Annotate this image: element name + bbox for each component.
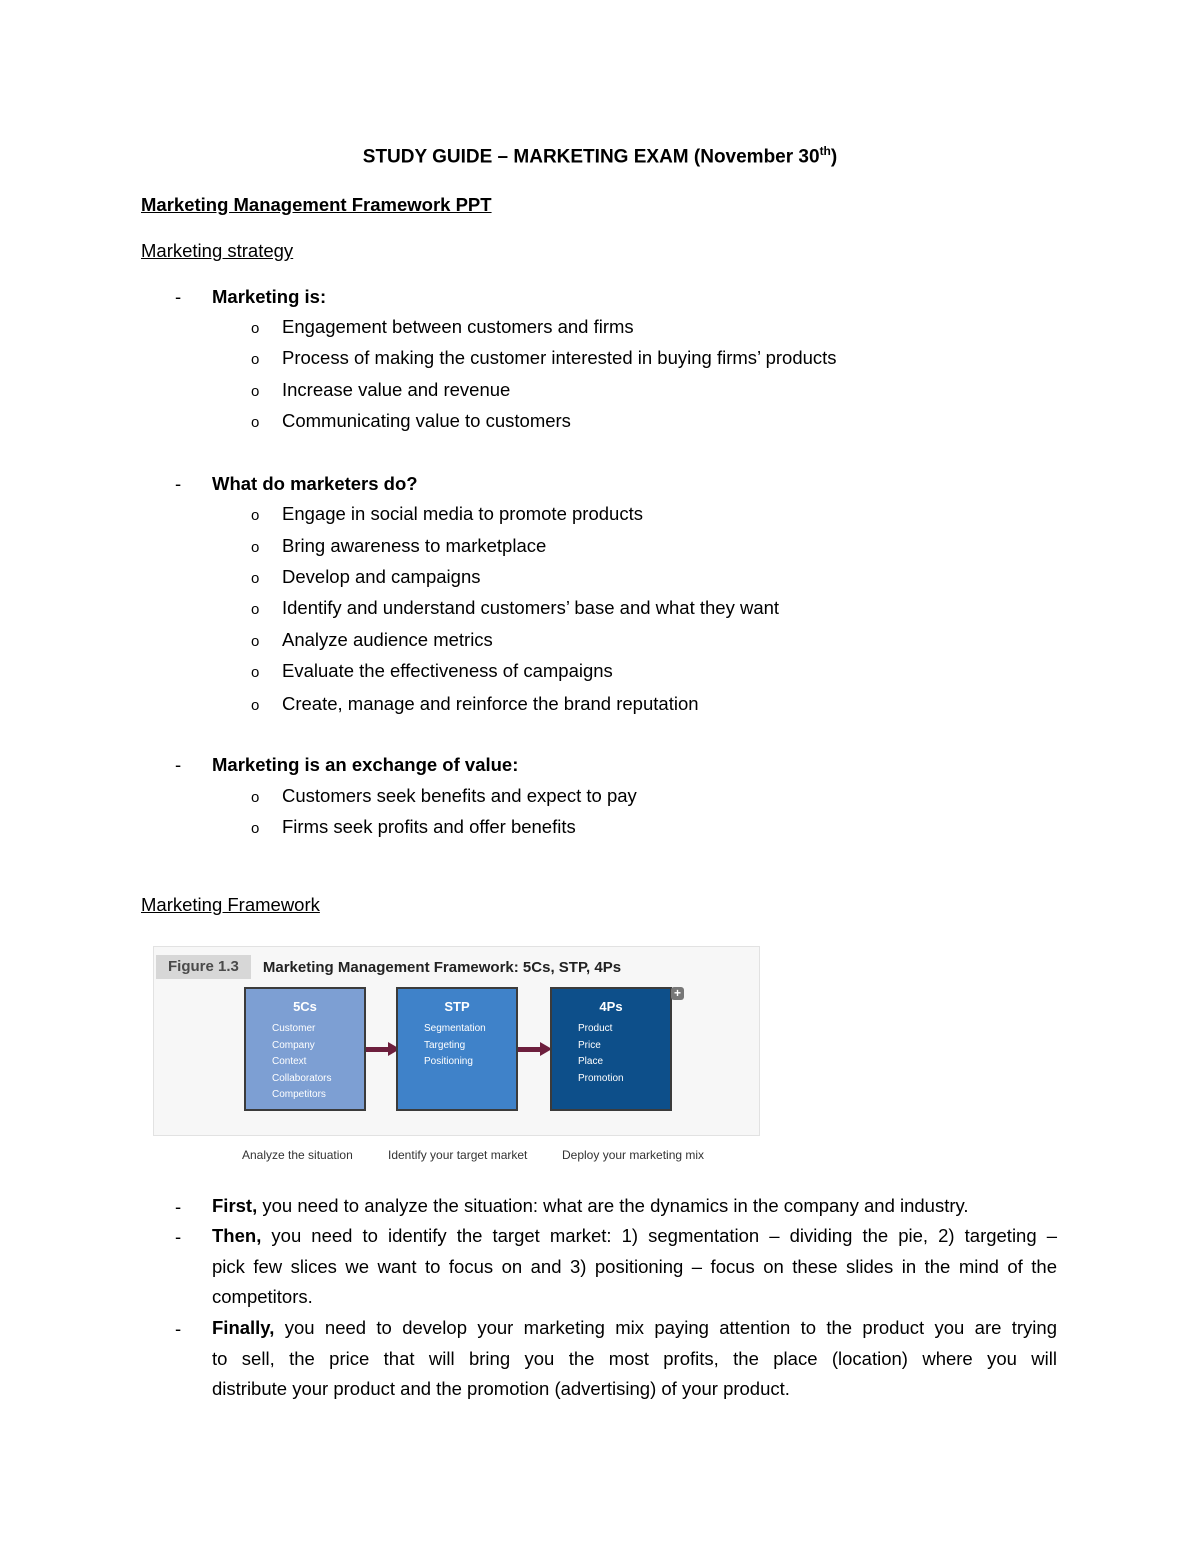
box-line: Product — [578, 1023, 613, 1034]
bullet-dash: - — [175, 286, 182, 307]
sub-bullet-marker: o — [251, 539, 260, 556]
box-line: Context — [272, 1056, 307, 1067]
box-line: Company — [272, 1039, 315, 1051]
box-lines — [578, 1021, 624, 1087]
bullet-dash: - — [175, 473, 182, 494]
arrow-right-icon — [518, 1045, 554, 1053]
sub-bullet-text: Customers seek benefits and expect to pay — [282, 785, 637, 806]
bullet-label: Marketing is: — [212, 286, 327, 307]
sub-bullet-marker: o — [251, 697, 260, 714]
framework-point-first: First, you need to analyze the situation: what are the dynamics in the company and industry. — [212, 1195, 969, 1216]
figure-number: Figure 1.3 — [156, 955, 251, 979]
figure-caption: Identify your target market — [388, 1148, 528, 1162]
figure-caption: Deploy your marketing mix — [562, 1148, 705, 1162]
sub-bullet-text: Identify and understand customers’ base and what they want — [282, 597, 780, 618]
box-line: Targeting — [424, 1039, 466, 1051]
framework-figure — [153, 946, 760, 1136]
box-title: 4Ps — [599, 999, 623, 1014]
box-lines — [424, 1021, 486, 1071]
bullet-label: Marketing is an exchange of value: — [212, 754, 519, 775]
bullet-dash: - — [175, 1318, 182, 1339]
sub-bullet-marker: o — [251, 320, 260, 337]
sub-bullet-text: Bring awareness to marketplace — [282, 535, 547, 556]
box-line: Collaborators — [272, 1072, 332, 1084]
page-title: STUDY GUIDE – MARKETING EXAM (November 30th) — [362, 144, 838, 168]
bullet-dash: - — [175, 754, 182, 775]
sub-bullet-marker: o — [251, 789, 260, 806]
box-5cs — [244, 987, 366, 1111]
sub-bullet-text: Engage in social media to promote products — [282, 503, 643, 524]
sub-bullet-marker: o — [251, 664, 260, 681]
sub-bullet-text: Firms seek profits and offer benefits — [282, 816, 576, 837]
section-heading: Marketing Management Framework PPT — [141, 194, 492, 215]
sub-bullet-text: Engagement between customers and firms — [282, 316, 634, 337]
box-line: Place — [578, 1056, 604, 1067]
box-title: STP — [444, 999, 470, 1014]
box-line: Price — [578, 1039, 601, 1051]
sub-bullet-marker: o — [251, 351, 260, 368]
sub-bullet-marker: o — [251, 633, 260, 650]
sub-bullet-text: Process of making the customer interested in buying firms’ products — [282, 347, 837, 368]
sub-bullet-marker: o — [251, 601, 260, 618]
expand-plus-icon[interactable]: + — [671, 987, 684, 1000]
box-line: Competitors — [272, 1089, 326, 1100]
bullet-dash: - — [175, 1196, 182, 1217]
framework-point-finally: Finally, you need to develop your marketing mix paying attention to the product you are trying to sell, the price that will bring you the most profits, the place (location) where you will distribute your product and the promotion (advertising) of your product. — [212, 1317, 1057, 1399]
sub-bullet-text: Increase value and revenue — [282, 379, 511, 400]
subheading-marketing-strategy: Marketing strategy — [141, 240, 294, 261]
sub-bullet-text: Analyze audience metrics — [282, 629, 493, 650]
sub-bullet-text: Communicating value to customers — [282, 410, 571, 431]
box-line: Customer — [272, 1023, 316, 1034]
figure-title: Marketing Management Framework: 5Cs, STP, 4Ps — [262, 958, 622, 976]
bullet-dash: - — [175, 1226, 182, 1247]
sub-bullet-text: Create, manage and reinforce the brand reputation — [282, 693, 699, 714]
sub-bullet-marker: o — [251, 383, 260, 400]
sub-bullet-marker: o — [251, 570, 260, 587]
bullet-label: What do marketers do? — [212, 473, 418, 494]
box-line: Segmentation — [424, 1023, 486, 1034]
box-stp — [396, 987, 518, 1111]
sub-bullet-marker: o — [251, 820, 260, 837]
figure-header — [156, 955, 621, 979]
box-line: Promotion — [578, 1072, 624, 1084]
box-lines — [272, 1021, 331, 1104]
sub-bullet-text: Develop and campaigns — [282, 566, 481, 587]
box-4ps — [550, 987, 672, 1111]
subheading-marketing-framework: Marketing Framework — [141, 894, 320, 915]
figure-caption: Analyze the situation — [242, 1148, 353, 1162]
sub-bullet-text: Evaluate the effectiveness of campaigns — [282, 660, 613, 681]
box-line: Positioning — [424, 1056, 473, 1067]
box-title: 5Cs — [293, 999, 317, 1014]
sub-bullet-marker: o — [251, 414, 260, 431]
framework-point-then: Then, you need to identify the target market: 1) segmentation – dividing the pie, 2) targeting – pick few slices we want to focus on and 3) positioning – focus on these slides in the mind of the competitors. — [212, 1225, 1057, 1307]
sub-bullet-marker: o — [251, 507, 260, 524]
